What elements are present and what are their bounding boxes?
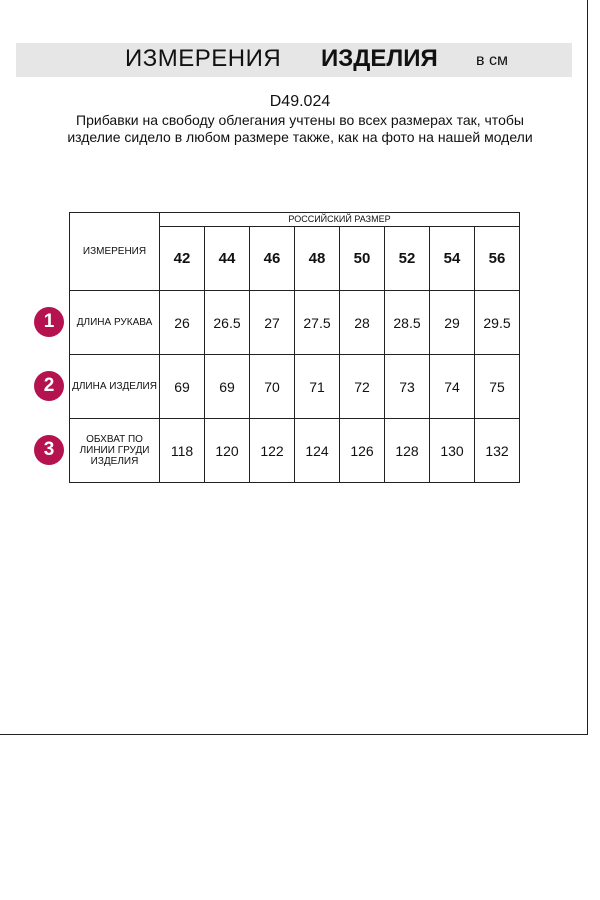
value-cell: 118 — [160, 419, 205, 483]
value-cell: 29.5 — [475, 291, 520, 355]
value-cell: 26.5 — [205, 291, 250, 355]
product-code: D49.024 — [269, 93, 331, 110]
value-cell: 126 — [340, 419, 385, 483]
value-cell: 132 — [475, 419, 520, 483]
value-cell: 26 — [160, 291, 205, 355]
table-row — [70, 355, 520, 419]
title-product: ИЗДЕЛИЯ — [321, 45, 438, 72]
size-cell: 48 — [295, 227, 340, 291]
value-cell: 122 — [250, 419, 295, 483]
value-cell: 69 — [205, 355, 250, 419]
value-cell: 28 — [340, 291, 385, 355]
value-cell: 71 — [295, 355, 340, 419]
row-number-badge: 3 — [34, 435, 64, 465]
size-cell: 44 — [205, 227, 250, 291]
value-cell: 29 — [430, 291, 475, 355]
size-cell: 54 — [430, 227, 475, 291]
size-cell: 42 — [160, 227, 205, 291]
value-cell: 28.5 — [385, 291, 430, 355]
row-number-badge: 1 — [34, 307, 64, 337]
value-cell: 70 — [250, 355, 295, 419]
value-cell: 130 — [430, 419, 475, 483]
size-table — [69, 212, 520, 483]
value-cell: 128 — [385, 419, 430, 483]
size-cell: 50 — [340, 227, 385, 291]
size-cell: 46 — [250, 227, 295, 291]
value-cell: 27.5 — [295, 291, 340, 355]
value-cell: 72 — [340, 355, 385, 419]
value-cell: 75 — [475, 355, 520, 419]
value-cell: 73 — [385, 355, 430, 419]
size-cell: 52 — [385, 227, 430, 291]
unit-label: в см — [476, 52, 508, 69]
measurements-header: ИЗМЕРЕНИЯ — [70, 213, 160, 291]
title-measurements: ИЗМЕРЕНИЯ — [125, 45, 282, 72]
value-cell: 27 — [250, 291, 295, 355]
table-row — [70, 291, 520, 355]
size-group-header: РОССИЙСКИЙ РАЗМЕР — [160, 213, 520, 227]
table-row — [70, 419, 520, 483]
value-cell: 124 — [295, 419, 340, 483]
value-cell: 74 — [430, 355, 475, 419]
value-cell: 120 — [205, 419, 250, 483]
table-header-row — [70, 213, 520, 227]
size-cell: 56 — [475, 227, 520, 291]
row-label-sleeve-length: ДЛИНА РУКАВА — [70, 291, 160, 355]
row-label-item-length: ДЛИНА ИЗДЕЛИЯ — [70, 355, 160, 419]
row-number-badge: 2 — [34, 371, 64, 401]
value-cell: 69 — [160, 355, 205, 419]
fit-note: Прибавки на свободу облегания учтены во всех размерах так, чтобы изделие сидело в любом размере также, как на фото на нашей модели — [67, 112, 533, 145]
row-label-chest-girth: ОБХВАТ ПО ЛИНИИ ГРУДИ ИЗДЕЛИЯ — [70, 419, 160, 483]
